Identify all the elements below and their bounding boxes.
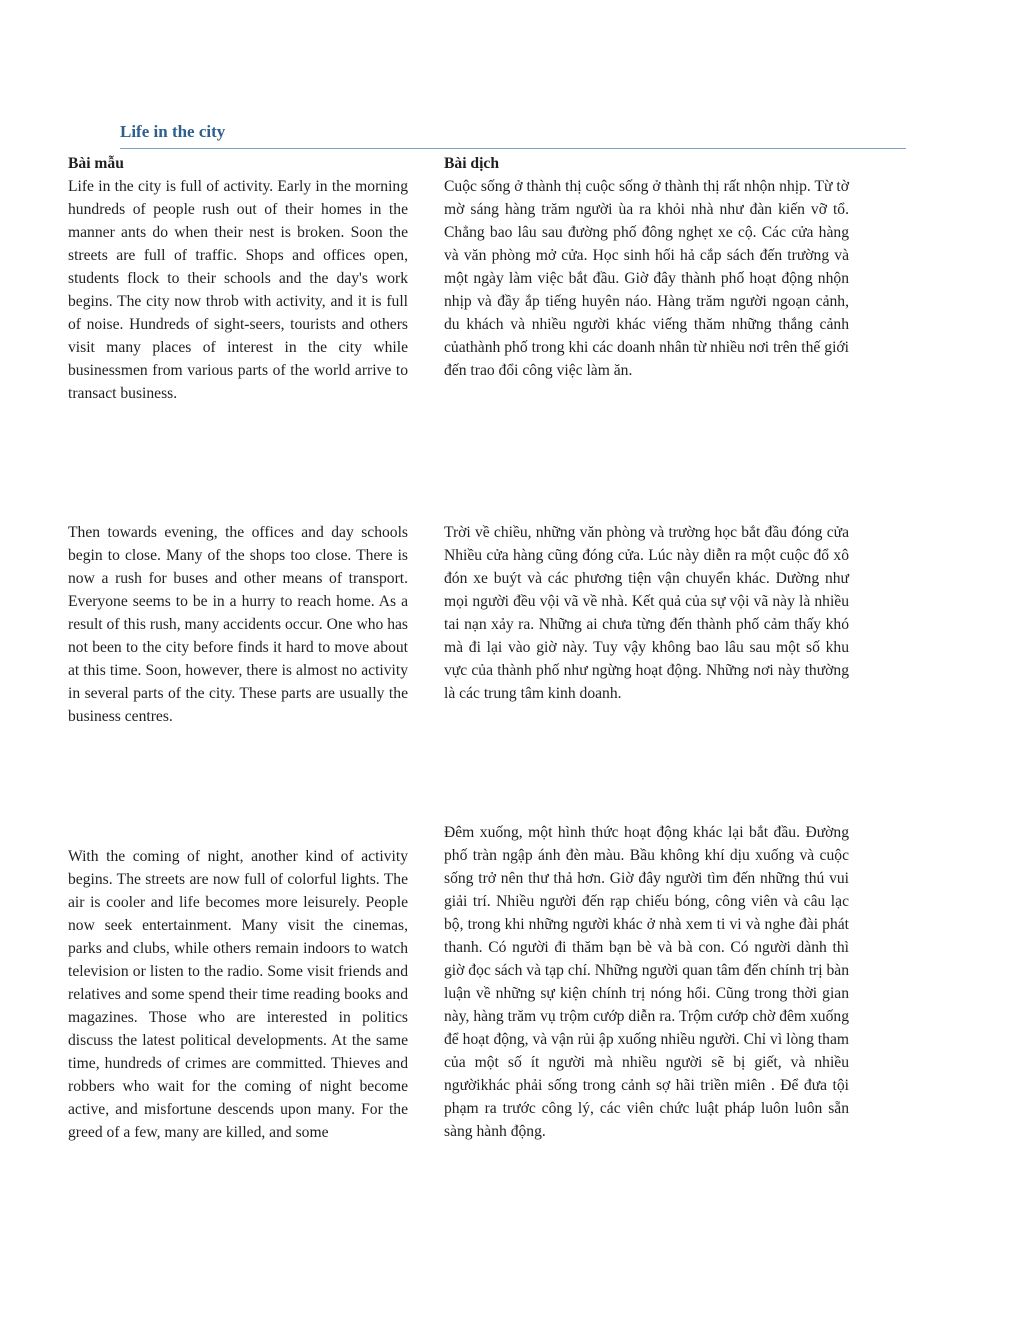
title-underline — [120, 148, 906, 149]
translation-paragraph-2: Trời về chiều, những văn phòng và trường học bắt đầu đóng cửa Nhiều cửa hàng cũng đóng cửa. Lúc này diễn ra một cuộc đổ xô đón xe buýt và các phương tiện vận chuyển khác. Dường như mọi người đều vội vã về nhà. Kết quả của sự vội vã này là nhiều tai nạn xảy ra. Những ai chưa từng đến thành phố cảm thấy khó mà đi lại vào giờ này. Tuy vậy không bao lâu sau một số khu vực của thành phố như ngừng hoạt động. Những nơi này thường là các trung tâm kinh doanh. — [444, 524, 849, 702]
vietnamese-translation-column — [444, 152, 849, 1143]
english-sample-column — [68, 152, 408, 1144]
sample-paragraph-2: Then towards evening, the offices and day schools begin to close. Many of the shops too close. There is now a rush for buses and other means of transport. Everyone seems to be in a hurry to reach home. As a result of this rush, many accidents occur. One who has not been to the city before finds it hard to move about at this time. Soon, however, there is almost no activity in several parts of the city. These parts are usually the business centres. — [68, 524, 408, 725]
sample-heading: Bài mẫu — [68, 155, 124, 172]
sample-paragraph-1: Life in the city is full of activity. Early in the morning hundreds of people rush out of their homes in the manner ants do when their nest is broken. Soon the streets are full of traffic. Shops and offices open, students flock to their schools and the day's work begins. The city now throb with activity, and it is full of noise. Hundreds of sight-seers, tourists and others visit many places of interest in the city while businessmen from various parts of the world arrive to transact business. — [68, 178, 408, 402]
translation-heading: Bài dịch — [444, 155, 500, 172]
translation-paragraph-1: Cuộc sống ở thành thị cuộc sống ở thành thị rất nhộn nhịp. Từ tờ mờ sáng hàng trăm người ùa ra khỏi nhà như đàn kiến vỡ tổ. Chẳng bao lâu sau đường phố đông nghẹt xe cộ. Các cửa hàng và văn phòng mở cửa. Học sinh hối hả cắp sách đến trường và một ngày làm việc bắt đầu. Giờ đây thành phố hoạt động nhộn nhịp và đầy ắp tiếng huyên náo. Hàng trăm người ngoạn cảnh, du khách và nhiều người khác viếng thăm những thắng cảnh củathành phố trong khi các doanh nhân từ nhiều nơi trên thế giới đến trao đổi công việc làm ăn. — [444, 178, 849, 379]
sample-paragraph-3: With the coming of night, another kind of activity begins. The streets are now full of colorful lights. The air is cooler and life becomes more leisurely. People now seek entertainment. Many visit the cinemas, parks and clubs, while others remain indoors to watch television or listen to the radio. Some visit friends and relatives and some spend their time reading books and magazines. Those who are interested in politics discuss the latest political developments. At the same time, hundreds of crimes are committed. Thieves and robbers who wait for the coming of night become active, and misfortune descends upon many. For the greed of a few, many are killed, and some — [68, 848, 408, 1141]
page-title: Life in the city — [120, 122, 226, 141]
translation-paragraph-3: Đêm xuống, một hình thức hoạt động khác lại bắt đầu. Đường phố tràn ngập ánh đèn màu. Bầu không khí dịu xuống và cuộc sống trở nên thư thả hơn. Giờ đây người tìm đến những thú vui giải trí. Nhiều người đến rạp chiếu bóng, công viên và câu lạc bộ, trong khi những người khác ở nhà xem ti vi và nghe đài phát thanh. Có người đi thăm bạn bè và bà con. Có người dành thì giờ đọc sách và tạp chí. Những người quan tâm đến chính trị bàn luận về những sự kiện chính trị nóng hổi. Cũng trong thời gian này, hàng trăm vụ trộm cướp diễn ra. Trộm cướp chờ đêm xuống để hoạt động, và vận rủi ập xuống nhiều người. Chỉ vì lòng tham của một số ít người mà nhiều người sẽ bị giết, và nhiều ngườikhác phải sống trong cảnh sợ hãi triền miên . Để đưa tội phạm ra trước công lý, các viên chức luật pháp luôn luôn sẵn sàng hành động. — [444, 824, 849, 1140]
